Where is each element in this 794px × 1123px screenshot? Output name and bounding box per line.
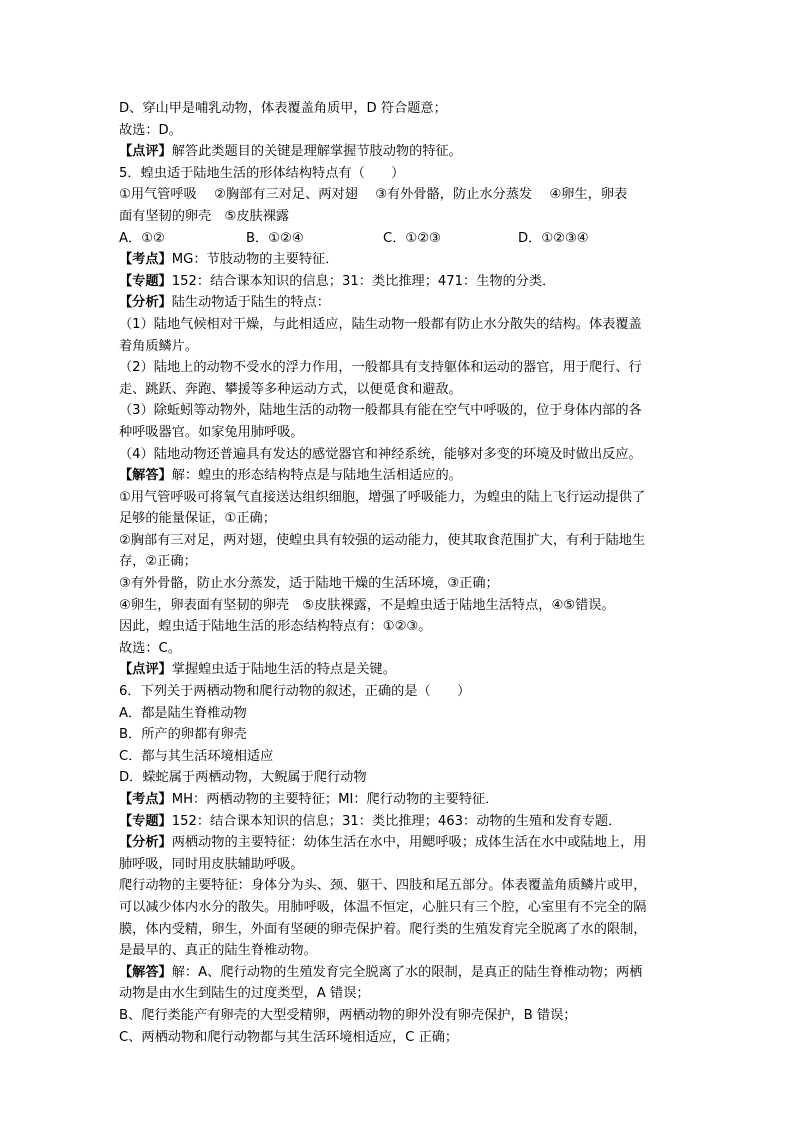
section-text: 掌握蝗虫适于陆地生活的特点是关键。 xyxy=(171,662,396,678)
analysis-line: 着角质鳞片。 xyxy=(119,338,199,354)
answer-line: 故选：C。 xyxy=(119,640,181,656)
jieda-line xyxy=(119,962,679,984)
zhuanti-line xyxy=(119,811,679,833)
answer-line: B、爬行类能产有卵壳的大型受精卵，两栖动物的卵外没有卵壳保护，B 错误； xyxy=(119,1007,577,1023)
option-c: C．都与其生活环境相适应 xyxy=(119,748,274,764)
section-text: MH：两栖动物的主要特征；MI：爬行动物的主要特征． xyxy=(171,792,499,807)
question-5-options xyxy=(119,228,679,250)
analysis-line: 是最早的、真正的陆生脊椎动物。 xyxy=(119,943,317,959)
option-d: D．①②③④ xyxy=(518,230,589,246)
section-text: 152：结合课本知识的信息；31：类比推理；463：动物的生殖和发育专题． xyxy=(171,813,622,829)
fenxi-line xyxy=(119,292,679,314)
analysis-line: 种呼吸器官。如家兔用肺呼吸。 xyxy=(119,424,304,440)
question-6-stem: 6．下列关于两栖动物和爬行动物的叙述，正确的是（ ） xyxy=(119,684,471,700)
option-a: A．①② xyxy=(119,230,165,246)
page-content xyxy=(119,98,679,1048)
analysis-line: （3）除蚯蚓等动物外，陆地生活的动物一般都具有能在空气中呼吸的，位于身体内部的各 xyxy=(119,403,642,419)
analysis-line: （2）陆地上的动物不受水的浮力作用，一般都具有支持躯体和运动的器官，用于爬行、行 xyxy=(119,360,642,376)
section-text: 解：蝗虫的形态结构特点是与陆地生活相适应的。 xyxy=(171,468,462,484)
option-b: B．所产的卵都有卵壳 xyxy=(119,727,247,743)
analysis-line: （1）陆地气候相对干燥，与此相适应，陆生动物一般都有防止水分散失的结构。体表覆盖 xyxy=(119,316,642,332)
answer-line: ④卵生，卵表面有坚韧的卵壳 ⑤皮肤裸露，不是蝗虫适于陆地生活特点，④⑤错误。 xyxy=(119,597,615,613)
section-tag: 【点评】 xyxy=(119,144,172,160)
answer-line: 足够的能量保证，①正确； xyxy=(119,511,276,527)
section-tag: 【考点】 xyxy=(119,792,172,807)
option-c: C．①②③ xyxy=(383,230,441,246)
section-text: 陆生动物适于陆生的特点： xyxy=(171,295,330,311)
answer-line: 因此，蝗虫适于陆地生活的形态结构特点有：①②③。 xyxy=(119,619,432,635)
analysis-line: 膜，体内受精，卵生，外面有坚硬的卵壳保护着。爬行类的生殖发育完全脱离了水的限制， xyxy=(119,921,647,937)
section-text: MG：节肢动物的主要特征． xyxy=(171,252,339,268)
question-5-statements: ①用气管呼吸 ②胸部有三对足、两对翅 ③有外骨骼，防止水分蒸发 ④卵生，卵表 xyxy=(119,187,628,203)
answer-line: ①用气管呼吸可将氧气直接送达组织细胞，增强了呼吸能力，为蝗虫的陆上飞行运动提供了 xyxy=(119,489,646,505)
zhuanti-line xyxy=(119,271,679,293)
section-text: 152：结合课本知识的信息；31：类比推理；471：生物的分类． xyxy=(171,273,556,289)
answer-line: C、两栖动物和爬行动物都与其生活环境相适应，C 正确； xyxy=(119,1029,459,1045)
option-b: B．①②④ xyxy=(246,230,304,246)
text-line: 故选：D。 xyxy=(119,122,182,138)
section-tag: 【分析】 xyxy=(119,835,172,851)
analysis-line: 爬行动物的主要特征：身体分为头、颈、躯干、四肢和尾五部分。体表覆盖角质鳞片或甲， xyxy=(119,878,647,894)
section-tag: 【专题】 xyxy=(119,813,172,829)
answer-line: 存，②正确； xyxy=(119,554,197,570)
question-5-statements-cont: 面有坚韧的卵壳 ⑤皮肤裸露 xyxy=(119,208,290,224)
section-tag: 【分析】 xyxy=(119,295,172,311)
text-line: D、穿山甲是哺乳动物，体表覆盖角质甲，D 符合题意； xyxy=(119,101,447,116)
analysis-line: 可以减少体内水分的散失。用肺呼吸，体温不恒定，心脏只有三个腔，心室里有不完全的隔 xyxy=(119,899,647,915)
answer-line: 动物是由水生到陆生的过度类型，A 错误； xyxy=(119,986,370,1002)
section-tag: 【专题】 xyxy=(119,273,172,289)
analysis-line: 走、跳跃、奔跑、攀援等多种运动方式，以便觅食和避敌。 xyxy=(119,381,462,397)
kaodian-line xyxy=(119,249,679,271)
section-text: 解答此类题目的关键是理解掌握节肢动物的特征。 xyxy=(171,144,462,160)
section-text: 两栖动物的主要特征：幼体生活在水中，用鳃呼吸；成体生活在水中或陆地上，用 xyxy=(171,835,647,851)
section-tag: 【考点】 xyxy=(119,252,172,268)
review-line xyxy=(119,141,679,163)
answer-line: ③有外骨骼，防止水分蒸发，适于陆地干燥的生活环境，③正确； xyxy=(119,576,499,592)
section-tag: 【解答】 xyxy=(119,468,172,484)
section-tag: 【解答】 xyxy=(119,964,172,980)
analysis-line: 肺呼吸，同时用皮肤辅助呼吸。 xyxy=(119,856,304,872)
question-5-stem: 5．蝗虫适于陆地生活的形体结构特点有（ ） xyxy=(119,165,405,181)
section-tag: 【点评】 xyxy=(119,662,172,678)
jieda-line xyxy=(119,465,679,487)
section-text: 解：A、爬行动物的生殖发育完全脱离了水的限制，是真正的陆生脊椎动物；两栖 xyxy=(171,964,643,980)
answer-line: ②胸部有三对足，两对翅，使蝗虫具有较强的运动能力，使其取食范围扩大，有利于陆地生 xyxy=(119,532,646,548)
kaodian-line xyxy=(119,789,679,811)
analysis-line: （4）陆地动物还普遍具有发达的感觉器官和神经系统，能够对多变的环境及时做出反应。 xyxy=(119,446,642,462)
option-d: D．蝾蛇属于两栖动物，大鲵属于爬行动物 xyxy=(119,770,367,786)
review-line xyxy=(119,659,679,681)
fenxi-line xyxy=(119,832,679,854)
option-a: A．都是陆生脊椎动物 xyxy=(119,705,247,721)
